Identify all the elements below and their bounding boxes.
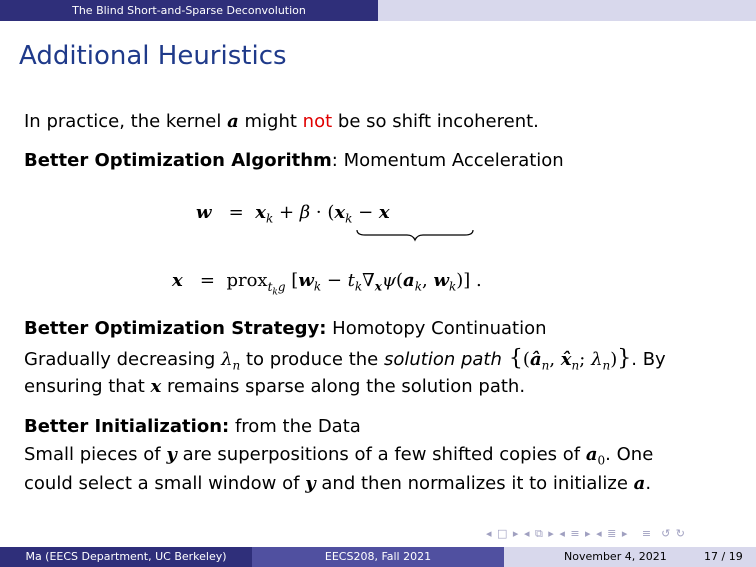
heading-optimization-algorithm: Better Optimization Algorithm: Momentum Acceleration bbox=[24, 150, 564, 171]
nav-doc-icon[interactable]: ◂ ≣ ▸ bbox=[596, 527, 629, 540]
footer-date: November 4, 2021 bbox=[564, 550, 667, 563]
paragraph-kernel: In practice, the kernel a might not be so shift incoherent. bbox=[24, 111, 539, 132]
header-bar bbox=[0, 0, 756, 21]
underbrace-icon bbox=[355, 228, 475, 242]
paragraph-sparse: ensuring that x remains sparse along the solution path. bbox=[24, 376, 526, 397]
paragraph-pieces: Small pieces of y are superpositions of a few shifted copies of $a_0$. One bbox=[24, 444, 654, 468]
footer-bar bbox=[0, 547, 756, 567]
paragraph-homotopy: Gradually decreasing $\lambda_n$ to produce the solution path {($â_n$, $x̂_n$; $\lambda_n$)}. By bbox=[24, 346, 666, 373]
footer-right bbox=[504, 547, 756, 567]
nav-section-icon[interactable]: ◂ ≡ ▸ bbox=[559, 527, 592, 540]
footer-author: Ma (EECS Department, UC Berkeley) bbox=[0, 547, 252, 567]
page-number: 17 / 19 bbox=[704, 550, 743, 563]
nav-frame-prev-icon[interactable]: ◂ □ ▸ bbox=[486, 527, 520, 540]
heading-initialization: Better Initialization: from the Data bbox=[24, 416, 361, 437]
section-title[interactable]: The Blind Short-and-Sparse Deconvolution bbox=[0, 0, 378, 21]
equation-22: $w = x_k + \beta \cdot (x_k - x$ bbox=[196, 202, 390, 226]
paragraph-window: could select a small window of y and then normalizes it to initialize a. bbox=[24, 473, 652, 494]
emphasis-not: not bbox=[302, 111, 333, 132]
slide-title: Additional Heuristics bbox=[19, 41, 287, 71]
nav-subsection-icon[interactable]: ◂ ⧉ ▸ bbox=[523, 527, 555, 540]
nav-search-icon[interactable]: ≡ ↺ ↻ bbox=[632, 527, 686, 540]
equation-23: x = prox$_{t_kg}$ [$w_k - t_k\nabla_x\psi(a_k$, $w_k$)] . bbox=[172, 270, 482, 297]
beamer-navigation[interactable] bbox=[486, 527, 686, 541]
footer-course: EECS208, Fall 2021 bbox=[252, 547, 504, 567]
heading-optimization-strategy: Better Optimization Strategy: Homotopy Continuation bbox=[24, 318, 547, 339]
